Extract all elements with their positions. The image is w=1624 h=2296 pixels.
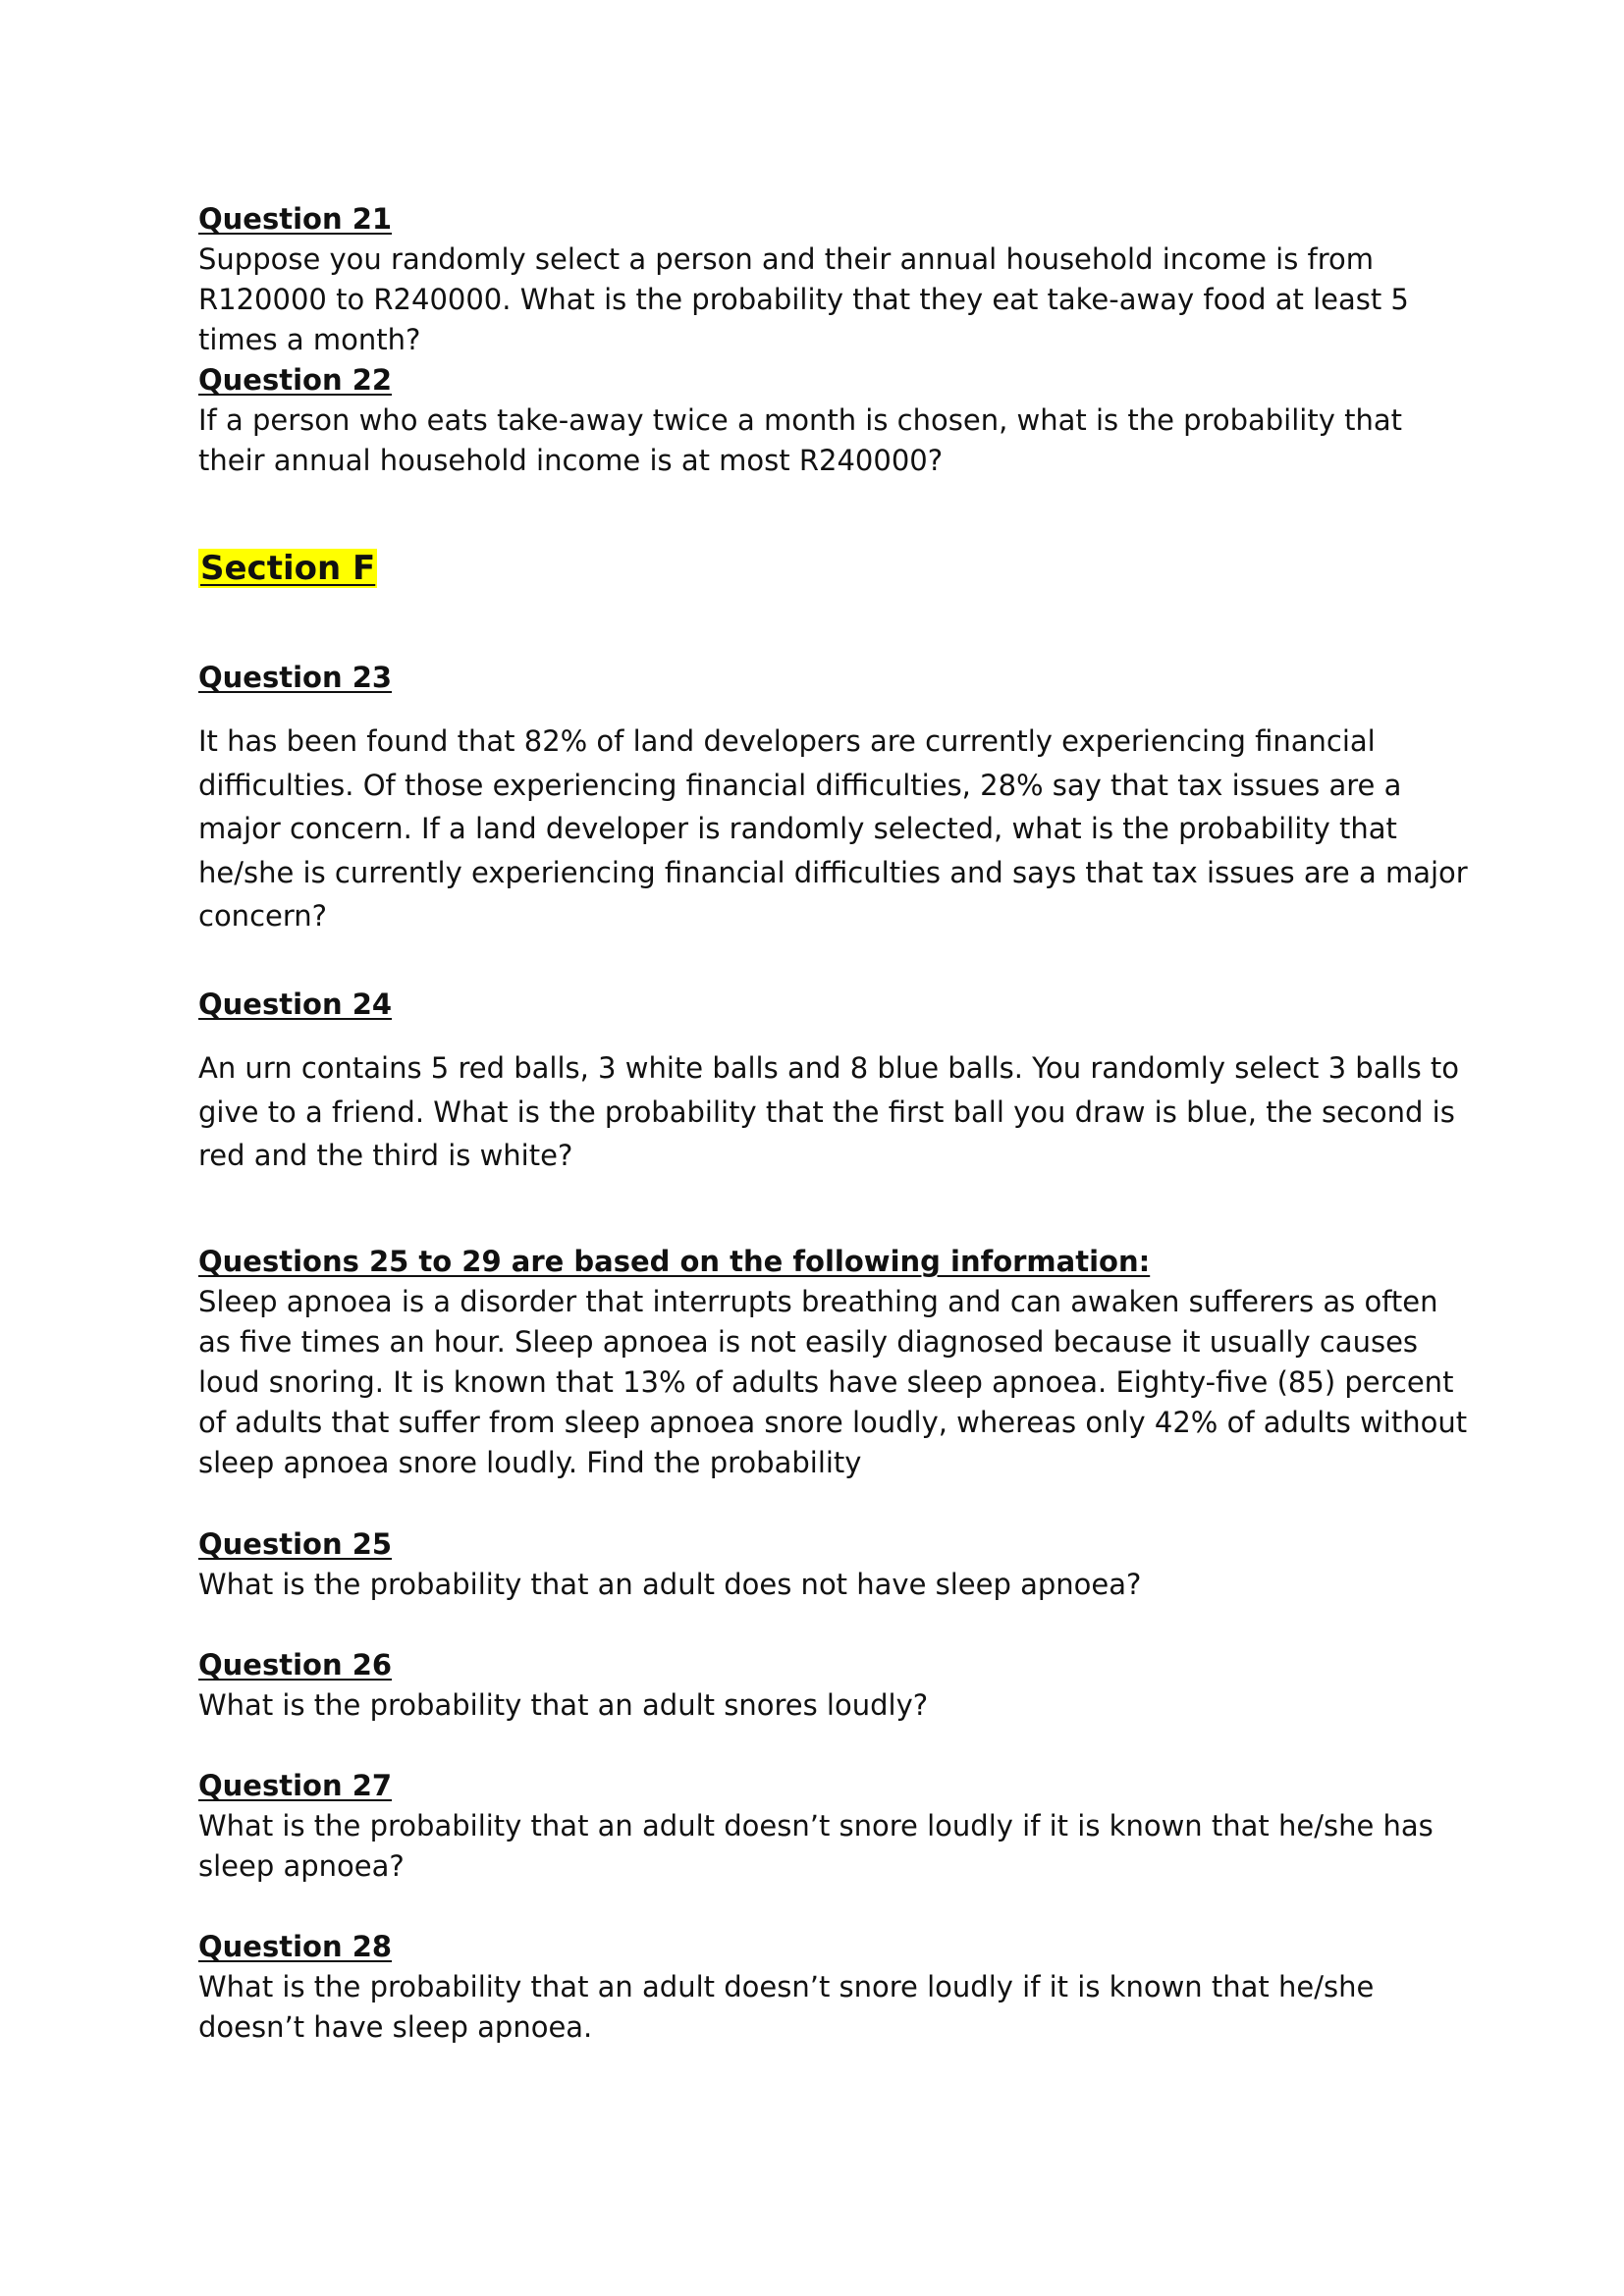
question-22 (198, 360, 1475, 481)
question-heading: Question 24 (198, 988, 393, 1021)
question-text: What is the probability that an adult does not have sleep apnoea? (198, 1568, 1142, 1601)
question-text: If a person who eats take-away twice a month is chosen, what is the probability that their annual household income is at most R240000? (198, 403, 1403, 477)
section-f-block (198, 547, 1475, 590)
question-28 (198, 1927, 1475, 2048)
question-heading: Question 26 (198, 1648, 393, 1682)
question-23 (198, 658, 1475, 938)
question-heading: Question 25 (198, 1527, 393, 1561)
question-text: An urn contains 5 red balls, 3 white balls and 8 blue balls. You randomly select 3 balls to give to a friend. What is the probability that the first ball you draw is blue, the second is red and the third is white? (198, 1051, 1460, 1172)
question-26 (198, 1645, 1475, 1726)
question-text: It has been found that 82% of land developers are currently experiencing financial difficulties. Of those experiencing financial difficulties, 28% say that tax issues are a major concern. If a land developer is randomly selected, what is the probability that he/she is currently experiencing financial difficulties and says that tax issues are a major concern? (198, 724, 1468, 933)
question-heading: Question 28 (198, 1930, 393, 1963)
question-heading: Question 21 (198, 202, 393, 236)
info-block (198, 1242, 1475, 1483)
question-24 (198, 985, 1475, 1178)
question-text: What is the probability that an adult doesn’t snore loudly if it is known that he/she doesn’t have sleep apnoea. (198, 1970, 1375, 2044)
section-heading: Section F (200, 549, 376, 588)
question-25 (198, 1524, 1475, 1605)
question-heading: Question 23 (198, 661, 393, 694)
question-text: What is the probability that an adult snores loudly? (198, 1688, 929, 1722)
question-heading: Question 22 (198, 363, 393, 397)
question-27 (198, 1766, 1475, 1887)
question-text: What is the probability that an adult doesn’t snore loudly if it is known that he/she has sleep apnoea? (198, 1809, 1434, 1883)
question-text: Suppose you randomly select a person and their annual household income is from R120000 to R240000. What is the probability that they eat take-away food at least 5 times a month? (198, 242, 1409, 356)
info-heading: Questions 25 to 29 are based on the following information: (198, 1245, 1151, 1278)
info-text: Sleep apnoea is a disorder that interrupts breathing and can awaken sufferers as often as five times an hour. Sleep apnoea is not easily diagnosed because it usually causes loud snoring. It is known that 13% of adults have sleep apnoea. Eighty-five (85) percent of adults that suffer from sleep apnoea snore loudly, whereas only 42% of adults without sleep apnoea snore loudly. Find the probability (198, 1285, 1468, 1479)
question-21 (198, 199, 1475, 360)
question-heading: Question 27 (198, 1769, 393, 1802)
